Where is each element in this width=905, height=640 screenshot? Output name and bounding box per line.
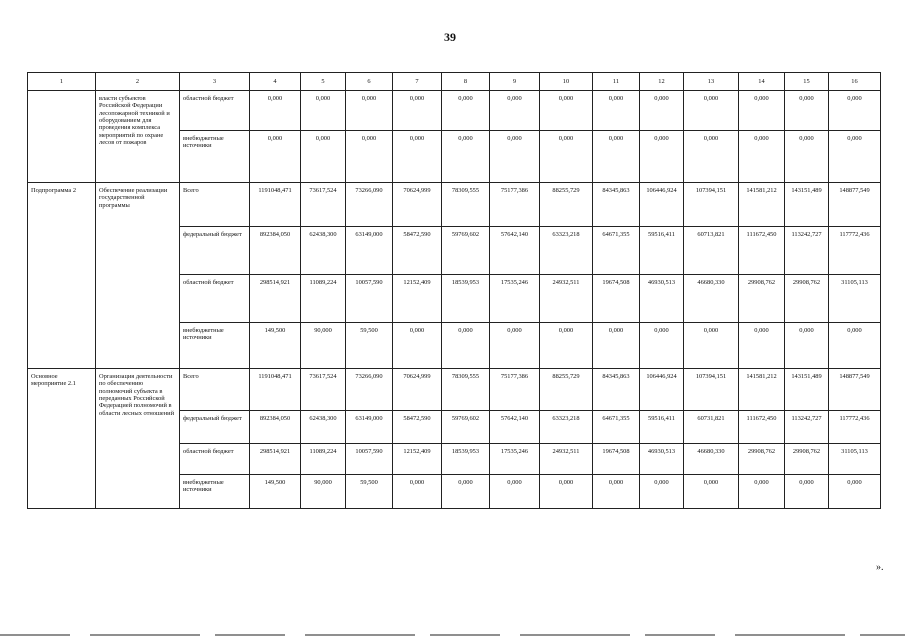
amount-cell: 0,000 <box>442 323 490 369</box>
amount-cell: 0,000 <box>829 323 881 369</box>
funding-source-cell: внебюджетные источники <box>180 131 250 183</box>
amount-cell: 0,000 <box>301 91 346 131</box>
column-header: 13 <box>684 73 739 91</box>
amount-cell: 113242,727 <box>785 411 829 444</box>
table-row <box>28 91 881 131</box>
column-header: 10 <box>540 73 593 91</box>
amount-cell: 141581,212 <box>739 369 785 411</box>
scan-edge-line <box>0 634 905 636</box>
amount-cell: 0,000 <box>640 131 684 183</box>
amount-cell: 0,000 <box>640 475 684 509</box>
table-row <box>28 183 881 227</box>
amount-cell: 59769,602 <box>442 227 490 275</box>
funding-source-cell: внебюджетные источники <box>180 323 250 369</box>
amount-cell: 0,000 <box>739 131 785 183</box>
amount-cell: 1191048,471 <box>250 183 301 227</box>
amount-cell: 31105,113 <box>829 275 881 323</box>
column-header: 3 <box>180 73 250 91</box>
column-header: 7 <box>393 73 442 91</box>
amount-cell: 29908,762 <box>785 275 829 323</box>
amount-cell: 107394,151 <box>684 369 739 411</box>
amount-cell: 58472,590 <box>393 227 442 275</box>
amount-cell: 117772,436 <box>829 411 881 444</box>
amount-cell: 64671,355 <box>593 227 640 275</box>
amount-cell: 60713,821 <box>684 227 739 275</box>
amount-cell: 0,000 <box>393 323 442 369</box>
amount-cell: 24932,511 <box>540 275 593 323</box>
funding-source-cell: федеральный бюджет <box>180 411 250 444</box>
amount-cell: 64671,355 <box>593 411 640 444</box>
column-header: 2 <box>96 73 180 91</box>
amount-cell: 59516,411 <box>640 411 684 444</box>
column-header: 1 <box>28 73 96 91</box>
amount-cell: 0,000 <box>250 91 301 131</box>
column-header: 9 <box>490 73 540 91</box>
amount-cell: 0,000 <box>684 91 739 131</box>
amount-cell: 78309,555 <box>442 369 490 411</box>
amount-cell: 84345,863 <box>593 369 640 411</box>
column-header: 5 <box>301 73 346 91</box>
amount-cell: 17535,246 <box>490 444 540 475</box>
amount-cell: 0,000 <box>393 91 442 131</box>
amount-cell: 892384,050 <box>250 227 301 275</box>
amount-cell: 17535,246 <box>490 275 540 323</box>
amount-cell: 19674,508 <box>593 275 640 323</box>
budget-table <box>27 72 881 509</box>
amount-cell: 18539,953 <box>442 444 490 475</box>
amount-cell: 0,000 <box>490 323 540 369</box>
amount-cell: 62438,300 <box>301 411 346 444</box>
amount-cell: 0,000 <box>442 131 490 183</box>
funding-source-cell: внебюджетные источники <box>180 475 250 509</box>
amount-cell: 0,000 <box>490 131 540 183</box>
amount-cell: 29908,762 <box>785 444 829 475</box>
program-name-cell: Обеспечение реализации государственной программы <box>96 183 180 369</box>
amount-cell: 19674,508 <box>593 444 640 475</box>
amount-cell: 88255,729 <box>540 183 593 227</box>
amount-cell: 63323,218 <box>540 227 593 275</box>
amount-cell: 24932,511 <box>540 444 593 475</box>
amount-cell: 0,000 <box>540 323 593 369</box>
column-header: 8 <box>442 73 490 91</box>
amount-cell: 0,000 <box>785 91 829 131</box>
amount-cell: 148877,549 <box>829 369 881 411</box>
funding-source-cell: федеральный бюджет <box>180 227 250 275</box>
amount-cell: 0,000 <box>442 475 490 509</box>
amount-cell: 29908,762 <box>739 444 785 475</box>
amount-cell: 111672,450 <box>739 227 785 275</box>
closing-mark: ». <box>876 562 884 573</box>
amount-cell: 0,000 <box>540 91 593 131</box>
funding-source-cell: областной бюджет <box>180 91 250 131</box>
amount-cell: 46930,513 <box>640 275 684 323</box>
amount-cell: 58472,590 <box>393 411 442 444</box>
funding-source-cell: областной бюджет <box>180 444 250 475</box>
amount-cell: 10057,590 <box>346 444 393 475</box>
amount-cell: 63323,218 <box>540 411 593 444</box>
page-number: 39 <box>444 30 456 44</box>
amount-cell: 0,000 <box>593 475 640 509</box>
funding-source-cell: Всего <box>180 183 250 227</box>
program-name-cell: власти субъектов Российской Федерации лесопожарной техникой и оборудованием для проведения комплекса мероприятий по охране лесов от пожаров <box>96 91 180 183</box>
amount-cell: 46680,330 <box>684 444 739 475</box>
amount-cell: 0,000 <box>785 131 829 183</box>
amount-cell: 59,500 <box>346 323 393 369</box>
column-header: 11 <box>593 73 640 91</box>
table-row <box>28 369 881 411</box>
column-header: 15 <box>785 73 829 91</box>
amount-cell: 11089,224 <box>301 275 346 323</box>
amount-cell: 298514,921 <box>250 444 301 475</box>
amount-cell: 90,000 <box>301 475 346 509</box>
amount-cell: 60731,821 <box>684 411 739 444</box>
amount-cell: 0,000 <box>640 91 684 131</box>
amount-cell: 73266,090 <box>346 369 393 411</box>
amount-cell: 0,000 <box>785 323 829 369</box>
amount-cell: 106446,924 <box>640 369 684 411</box>
amount-cell: 0,000 <box>490 475 540 509</box>
amount-cell: 73266,090 <box>346 183 393 227</box>
amount-cell: 10057,590 <box>346 275 393 323</box>
amount-cell: 0,000 <box>393 131 442 183</box>
column-header: 6 <box>346 73 393 91</box>
amount-cell: 12152,409 <box>393 444 442 475</box>
amount-cell: 73617,524 <box>301 369 346 411</box>
amount-cell: 149,500 <box>250 323 301 369</box>
amount-cell: 57642,140 <box>490 227 540 275</box>
amount-cell: 59,500 <box>346 475 393 509</box>
column-header: 14 <box>739 73 785 91</box>
amount-cell: 149,500 <box>250 475 301 509</box>
amount-cell: 106446,924 <box>640 183 684 227</box>
amount-cell: 88255,729 <box>540 369 593 411</box>
amount-cell: 0,000 <box>739 475 785 509</box>
amount-cell: 57642,140 <box>490 411 540 444</box>
amount-cell: 63149,000 <box>346 411 393 444</box>
amount-cell: 78309,555 <box>442 183 490 227</box>
amount-cell: 111672,450 <box>739 411 785 444</box>
amount-cell: 0,000 <box>593 131 640 183</box>
amount-cell: 12152,409 <box>393 275 442 323</box>
amount-cell: 73617,524 <box>301 183 346 227</box>
funding-source-cell: Всего <box>180 369 250 411</box>
amount-cell: 0,000 <box>684 131 739 183</box>
amount-cell: 0,000 <box>829 475 881 509</box>
amount-cell: 0,000 <box>829 131 881 183</box>
column-header: 16 <box>829 73 881 91</box>
column-header: 12 <box>640 73 684 91</box>
amount-cell: 0,000 <box>640 323 684 369</box>
amount-cell: 0,000 <box>684 475 739 509</box>
amount-cell: 0,000 <box>442 91 490 131</box>
amount-cell: 143151,489 <box>785 183 829 227</box>
amount-cell: 29908,762 <box>739 275 785 323</box>
amount-cell: 0,000 <box>739 323 785 369</box>
amount-cell: 892384,050 <box>250 411 301 444</box>
amount-cell: 0,000 <box>301 131 346 183</box>
amount-cell: 31105,113 <box>829 444 881 475</box>
amount-cell: 148877,549 <box>829 183 881 227</box>
table-body <box>28 91 881 509</box>
amount-cell: 0,000 <box>593 323 640 369</box>
amount-cell: 46930,513 <box>640 444 684 475</box>
amount-cell: 0,000 <box>739 91 785 131</box>
amount-cell: 0,000 <box>593 91 640 131</box>
amount-cell: 0,000 <box>785 475 829 509</box>
amount-cell: 141581,212 <box>739 183 785 227</box>
amount-cell: 59516,411 <box>640 227 684 275</box>
amount-cell: 11089,224 <box>301 444 346 475</box>
amount-cell: 0,000 <box>684 323 739 369</box>
amount-cell: 107394,151 <box>684 183 739 227</box>
amount-cell: 298514,921 <box>250 275 301 323</box>
amount-cell: 62438,300 <box>301 227 346 275</box>
funding-source-cell: областной бюджет <box>180 275 250 323</box>
amount-cell: 59769,602 <box>442 411 490 444</box>
amount-cell: 70624,999 <box>393 183 442 227</box>
amount-cell: 117772,436 <box>829 227 881 275</box>
amount-cell: 0,000 <box>346 131 393 183</box>
program-name-cell: Организация деятельности по обеспечению полномочий субъекта в переданных Российской Федерацией полномочий в области лесных отношений <box>96 369 180 509</box>
amount-cell: 0,000 <box>490 91 540 131</box>
amount-cell: 0,000 <box>393 475 442 509</box>
amount-cell: 143151,489 <box>785 369 829 411</box>
amount-cell: 0,000 <box>346 91 393 131</box>
program-code-cell <box>28 91 96 183</box>
column-header: 4 <box>250 73 301 91</box>
header-row <box>28 73 881 91</box>
amount-cell: 1191048,471 <box>250 369 301 411</box>
amount-cell: 0,000 <box>540 475 593 509</box>
amount-cell: 0,000 <box>250 131 301 183</box>
amount-cell: 46680,330 <box>684 275 739 323</box>
amount-cell: 63149,000 <box>346 227 393 275</box>
amount-cell: 75177,386 <box>490 369 540 411</box>
program-code-cell: Основное мероприятие 2.1 <box>28 369 96 509</box>
amount-cell: 70624,999 <box>393 369 442 411</box>
amount-cell: 90,000 <box>301 323 346 369</box>
program-code-cell: Подпрограмма 2 <box>28 183 96 369</box>
amount-cell: 0,000 <box>540 131 593 183</box>
amount-cell: 0,000 <box>829 91 881 131</box>
amount-cell: 18539,953 <box>442 275 490 323</box>
amount-cell: 84345,863 <box>593 183 640 227</box>
amount-cell: 113242,727 <box>785 227 829 275</box>
amount-cell: 75177,386 <box>490 183 540 227</box>
